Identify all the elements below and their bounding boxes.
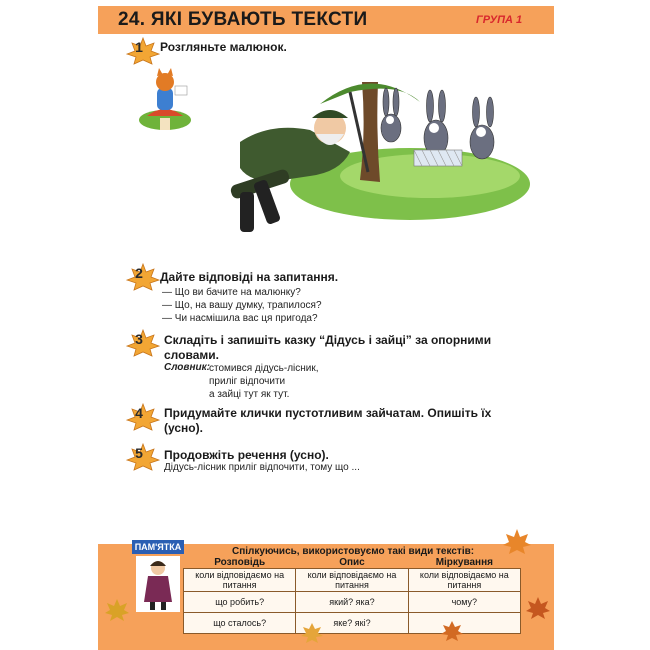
- task-number-1: 1: [126, 36, 160, 66]
- autumn-leaf-icon: [440, 620, 464, 642]
- task-2-question-3: — Чи насмішила вас ця пригода?: [162, 313, 318, 324]
- task-4-title-line-1: Придумайте клички пустотливим зайчатам. Опишіть їх: [164, 406, 492, 420]
- column-header: Міркування: [435, 556, 493, 568]
- autumn-leaf-icon: [502, 528, 532, 556]
- column-header: Опис: [339, 556, 365, 568]
- table-row: [184, 592, 521, 613]
- dictionary-line-2: приліг відпочити: [209, 376, 286, 387]
- task-number-3: 3: [126, 328, 160, 358]
- group-label: ГРУПА 1: [476, 14, 523, 26]
- memo-heading: Спілкуючись, використовуємо такі види текстів:: [232, 546, 475, 557]
- illustration-grandpa-and-rabbits: [200, 72, 530, 242]
- task-number-5: 5: [126, 442, 160, 472]
- dictionary-line-1: стомився дідусь-лісник,: [209, 363, 319, 374]
- memo-label: ПАМ'ЯТКА: [132, 540, 184, 554]
- dictionary-line-3: а зайці тут як тут.: [209, 389, 290, 400]
- task-5-sentence: Дідусь-лісник приліг відпочити, тому що ...: [164, 462, 360, 473]
- autumn-leaf-icon: [300, 622, 324, 644]
- autumn-leaf-icon: [525, 596, 551, 620]
- table-row: [184, 569, 521, 592]
- table-cell: який? яка?: [296, 592, 408, 613]
- task-2-question-2: — Що, на вашу думку, трапилося?: [162, 300, 322, 311]
- task-2-question-1: — Що ви бачите на малюнку?: [162, 287, 301, 298]
- task-number-4: 4: [126, 402, 160, 432]
- task-number-2: 2: [126, 262, 160, 292]
- autumn-leaf-icon: [104, 598, 130, 622]
- table-cell: коли відповідаємо на питання: [184, 569, 296, 592]
- table-cell: що робить?: [184, 592, 296, 613]
- table-header-row: [184, 556, 521, 569]
- table-row: [184, 613, 521, 634]
- memo-table: [183, 556, 521, 634]
- table-cell: [408, 613, 520, 634]
- task-5-title: Продовжіть речення (усно).: [164, 448, 329, 462]
- dictionary-label: Словник:: [164, 362, 211, 373]
- task-2-title: Дайте відповіді на запитання.: [160, 270, 339, 284]
- table-cell: чому?: [408, 592, 520, 613]
- girl-icon: [136, 556, 180, 612]
- column-header: Розповідь: [214, 556, 266, 568]
- table-cell: коли відповідаємо на питання: [408, 569, 520, 592]
- table-cell: що сталось?: [184, 613, 296, 634]
- table-cell: коли відповідаємо на питання: [296, 569, 408, 592]
- task-4-title-line-2: (усно).: [164, 421, 203, 435]
- task-3-title-line-2: словами.: [164, 348, 219, 362]
- fox-icon: [135, 66, 195, 134]
- task-3-title-line-1: Складіть і запишіть казку “Дідусь і зайці” за опорними: [164, 333, 492, 347]
- page-title: 24. ЯКІ БУВАЮТЬ ТЕКСТИ: [118, 9, 368, 30]
- table-cell: яке? які?: [296, 613, 408, 634]
- task-1-title: Розгляньте малюнок.: [160, 40, 287, 54]
